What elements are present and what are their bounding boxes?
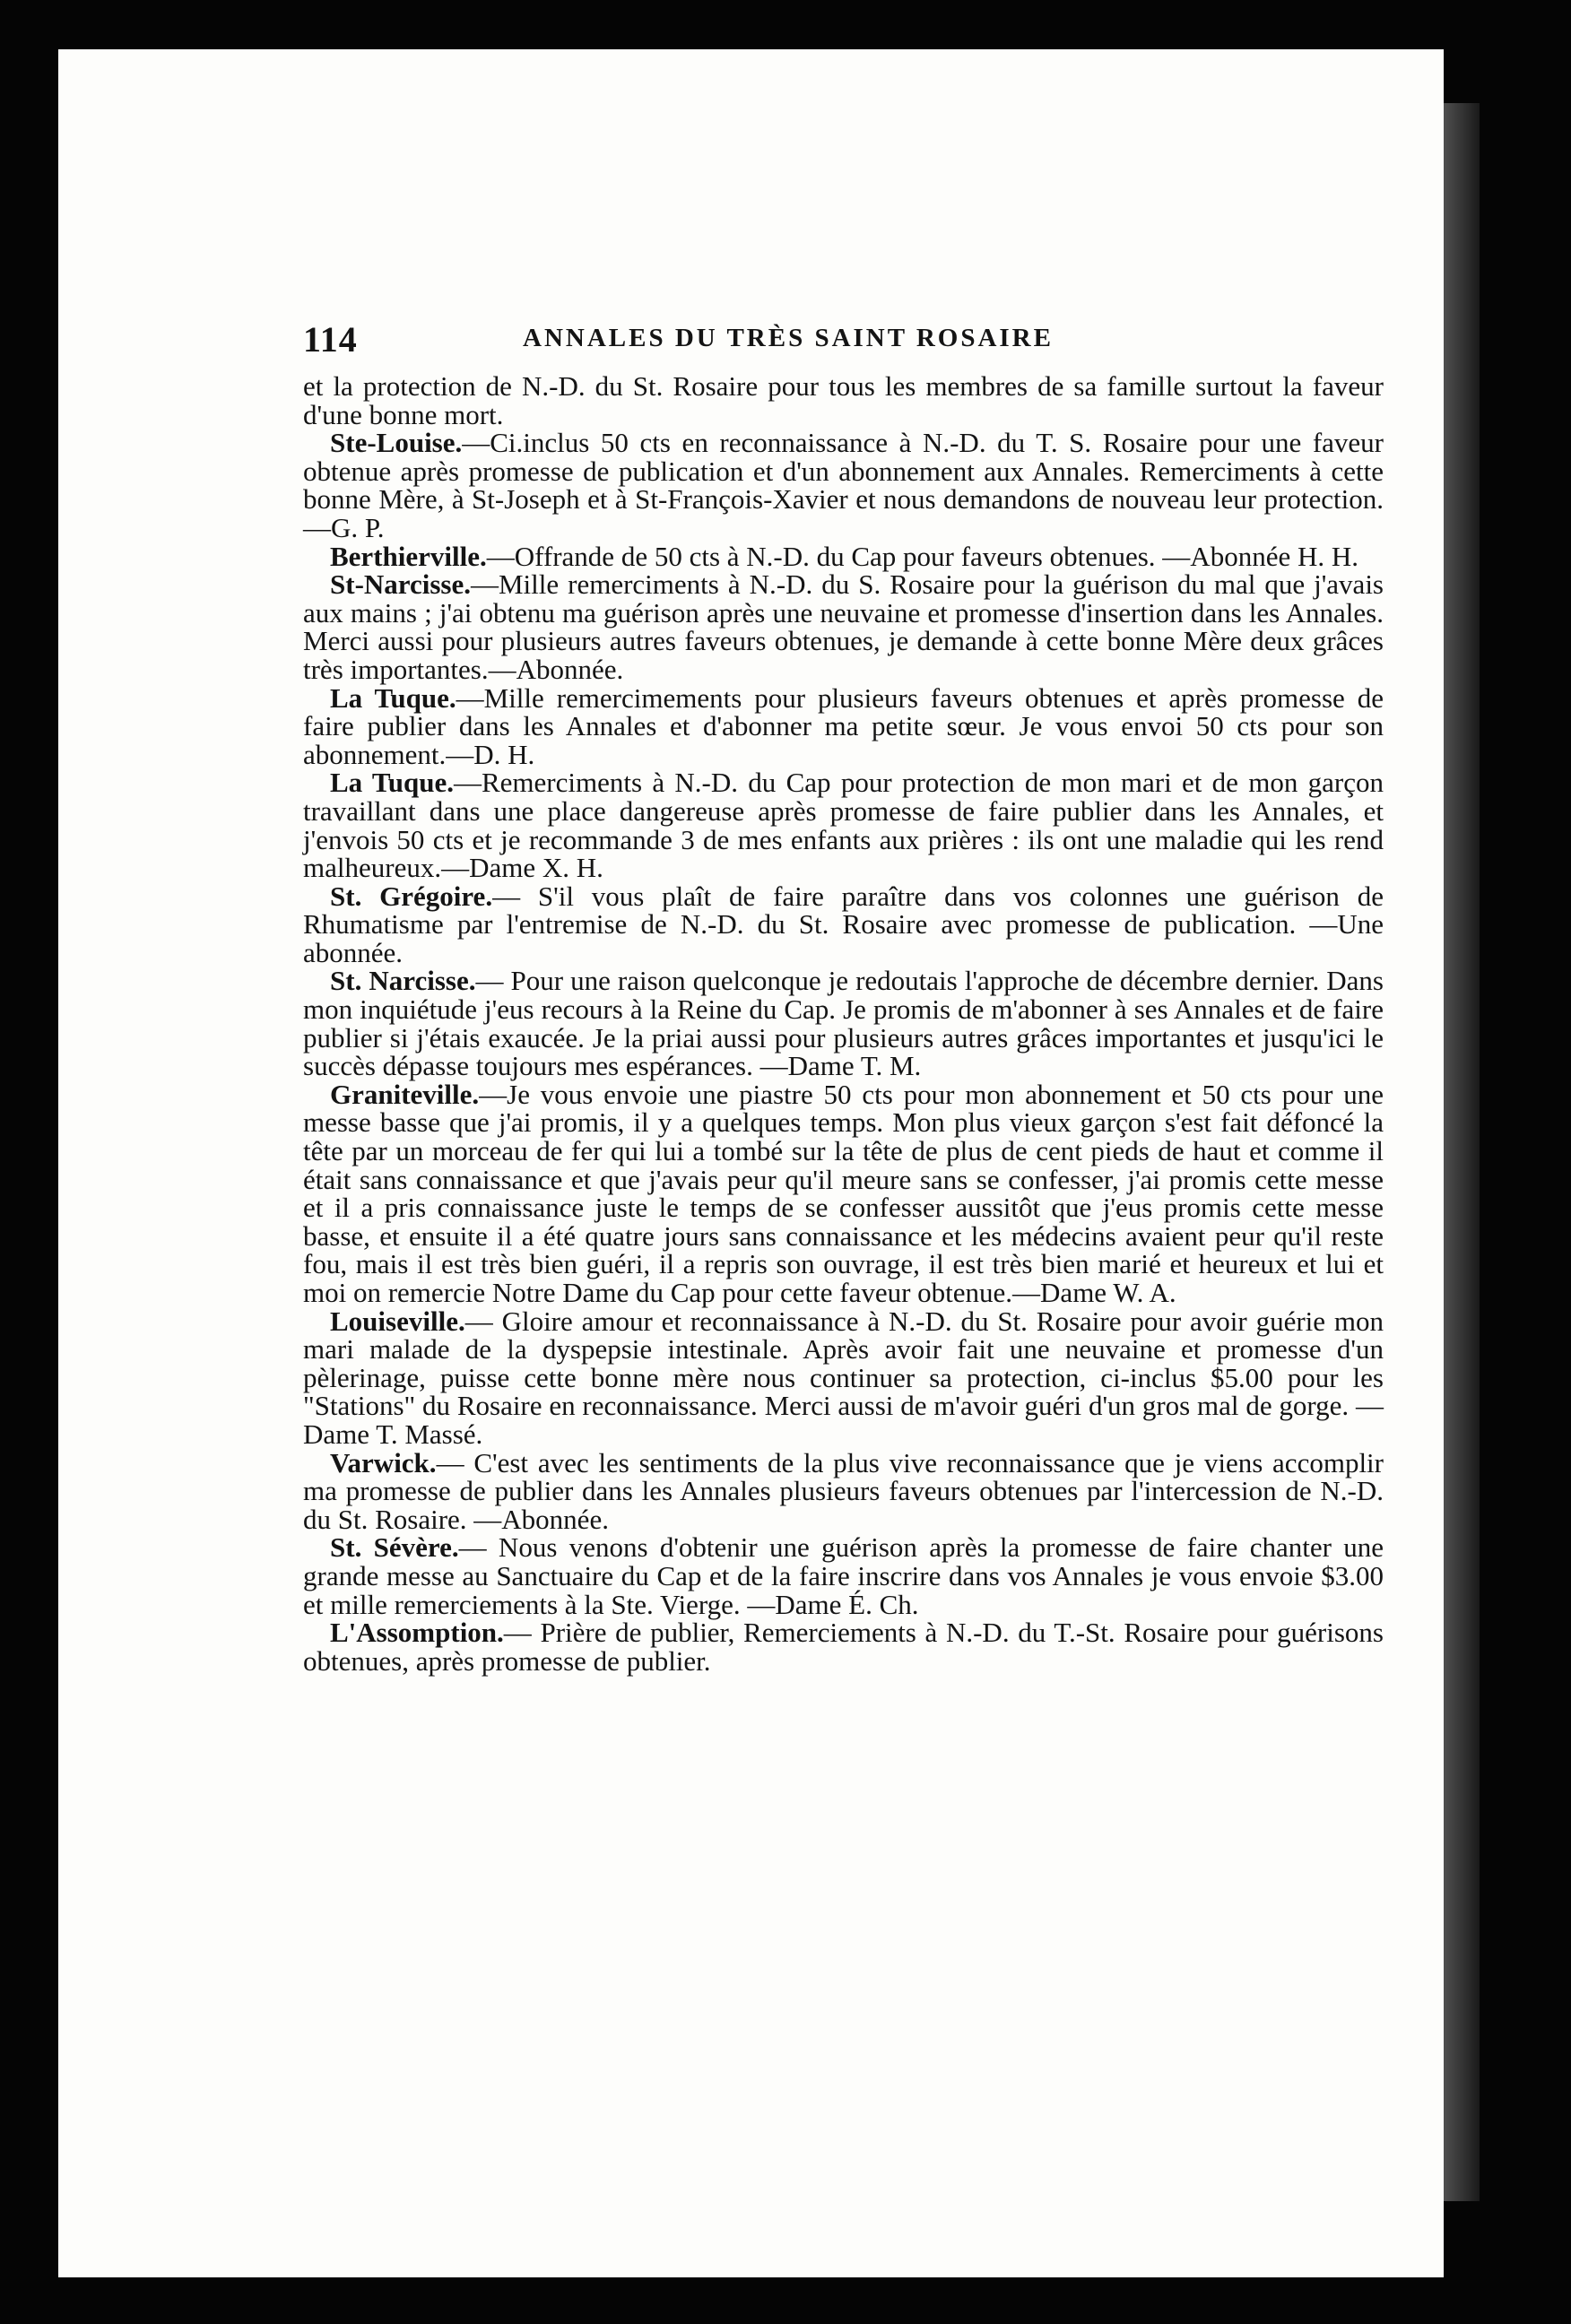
entry-text: — Gloire amour et reconnaissance à N.-D. du St. Rosaire pour avoir guérie mon mari malade de la dyspepsie intestinale. Après avoir fait une neuvaine et promesse d'un pèlerinage, puisse cette bonne mère nous continuer sa protection, ci-inclus $5.00 pour les "Stations" du Rosaire en reconnaissance. Merci aussi de m'avoir guéri d'un gros mal de gorge. —Dame T. Massé. <box>303 1305 1384 1450</box>
entry-place: Ste-Louise. <box>330 427 463 459</box>
book-page <box>58 49 1444 2277</box>
entry-paragraph <box>303 1446 1384 1535</box>
entry-place: L'Assomption. <box>330 1617 504 1649</box>
entry-place: Graniteville. <box>330 1078 480 1110</box>
paragraph-continuation <box>303 372 1384 429</box>
entry-text: —Mille remercimements pour plusieurs faveurs obtenues et après promesse de faire publier dans les Annales et d'abonner ma petite sœur. Je vous envoi 50 cts pour son abonnement.—D. H. <box>303 681 1384 770</box>
entry-paragraph <box>303 882 1384 967</box>
entry-text: —Ci.inclus 50 cts en reconnaissance à N.-D. du T. S. Rosaire pour une faveur obtenue après promesse de publication et d'un abonnement aux Annales. Remerciments à cette bonne Mère, à St-Joseph et à St-François-Xavier et nous demandons de nouveau leur protection.—G. P. <box>303 427 1384 543</box>
entry-text: —Mille remerciments à N.-D. du S. Rosaire pour la guérison du mal que j'avais aux mains ; j'ai obtenu ma guérison après une neuvaine et promesse d'insertion dans les Annales. Merci aussi pour plusieurs autres faveurs obtenues, je demande à cette bonne Mère deux grâces très importantes.—Abonnée. <box>303 568 1384 685</box>
running-head <box>303 318 1384 372</box>
body-text <box>303 372 1384 1675</box>
page-header-title: ANNALES DU TRÈS SAINT ROSAIRE <box>523 324 1054 352</box>
entry-paragraph <box>303 1533 1384 1618</box>
entry-text: — C'est avec les sentiments de la plus vive reconnaissance que je viens accomplir ma promesse de publier dans les Annales plusieurs faveurs obtenues par l'intercession de N.-D. du St. Rosaire. —Abonnée. <box>303 1446 1384 1535</box>
entry-place: St-Narcisse. <box>330 568 471 601</box>
entry-text: — S'il vous plaît de faire paraître dans vos colonnes une guérison de Rhumatisme par l'entremise de N.-D. du St. Rosaire avec promesse de publication. —Une abonnée. <box>303 880 1384 968</box>
entry-text: —Offrande de 50 cts à N.-D. du Cap pour faveurs obtenues. —Abonnée H. H. <box>486 540 1358 572</box>
entry-paragraph <box>303 1618 1384 1675</box>
entry-paragraph <box>303 967 1384 1080</box>
page-content <box>303 318 1384 1675</box>
entry-text: —Je vous envoie une piastre 50 cts pour mon abonnement et 50 cts pour une messe basse que j'ai promis, il y a quelques temps. Mon plus vieux garçon s'est fait défoncé la tête par un morceau de fer qui lui a tombé sur la tête de plus de cent pieds de haut et comme il était sans connaissance et que j'avais peur qu'il meure sans se confesser, j'ai promis cette messe et il a pris connaissance juste le temps de se confesser aussitôt que j'eus promis cette messe basse, et ensuite il a été quatre jours sans connaissance et les médecins avaient peur qu'il reste fou, mais il est très bien guéri, il a repris son ouvrage, il est très bien marié et heureux et lui et moi on remercie Notre Dame du Cap pour cette faveur obtenue.—Dame W. A. <box>303 1078 1384 1308</box>
entry-paragraph <box>303 570 1384 683</box>
entry-text: et la protection de N.-D. du St. Rosaire pour tous les membres de sa famille surtout la faveur d'une bonne mort. <box>303 370 1384 430</box>
entry-place: La Tuque. <box>330 681 456 714</box>
entry-paragraph <box>303 1080 1384 1307</box>
entry-place: Varwick. <box>330 1446 437 1479</box>
entry-text: — Prière de publier, Remerciements à N.-D. du T.-St. Rosaire pour guérisons obtenues, après promesse de publier. <box>303 1617 1384 1677</box>
entry-place: La Tuque. <box>330 767 454 799</box>
entry-text: — Pour une raison quelconque je redoutais l'approche de décembre dernier. Dans mon inquiétude j'eus recours à la Reine du Cap. Je promis de m'abonner à ses Annales et de faire publier si j'étais exaucée. Je la priai aussi pour plusieurs autres grâces importantes et jusqu'ici le succès dépasse toujours mes espérances. —Dame T. M. <box>303 965 1384 1082</box>
entry-place: Louiseville. <box>330 1305 465 1337</box>
page-number: 114 <box>303 319 358 360</box>
entry-place: Berthierville. <box>330 540 487 572</box>
entry-place: St. Sévère. <box>330 1531 459 1564</box>
entry-place: St. Narcisse. <box>330 965 476 997</box>
entry-paragraph <box>303 429 1384 542</box>
entry-paragraph <box>303 542 1384 571</box>
entry-paragraph <box>303 767 1384 884</box>
entry-text: — Nous venons d'obtenir une guérison après la promesse de faire chanter une grande messe au Sanctuaire du Cap et de la faire inscrire dans vos Annales je vous envoie $3.00 et mille remerciements à la Ste. Vierge. —Dame É. Ch. <box>303 1531 1384 1620</box>
entry-text: —Remerciments à N.-D. du Cap pour protection de mon mari et de mon garçon travaillant dans une place dangereuse après promesse de faire publier dans les Annales, et j'envois 50 cts et je recommande 3 de mes enfants aux prières : ils ont une maladie qui les rend malheureux.—Dame X. H. <box>303 767 1384 884</box>
entry-paragraph <box>303 681 1384 770</box>
entry-paragraph <box>303 1307 1384 1449</box>
entry-place: St. Grégoire. <box>330 880 493 912</box>
